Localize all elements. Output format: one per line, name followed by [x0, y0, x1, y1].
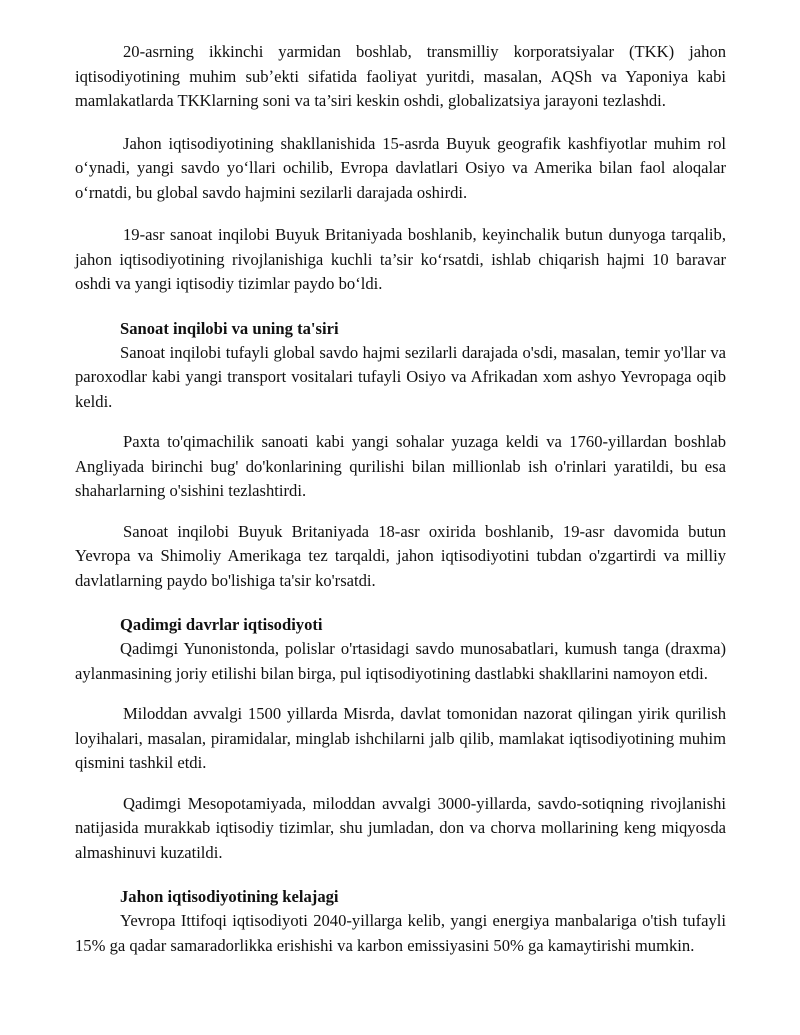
- intro-paragraph-1: 20-asrning ikkinchi yarmidan boshlab, transmilliy korporatsiyalar (TKK) jahon iqtisodiyotining muhim subʼekti sifatida faoliyat yuritdi, masalan, AQSh va Yaponiya kabi mamlakatlarda TKKlarning soni va ta’siri keskin oshdi, globalizatsiya jarayoni tezlashdi.: [75, 42, 726, 110]
- section-ancient-economy: [75, 613, 726, 865]
- section-paragraph: Paxta to'qimachilik sanoati kabi yangi sohalar yuzaga keldi va 1760-yillardan boshlab Angliyada birinchi bug' do'konlarining qurilishi bilan millionlab ish o'rinlari yaratildi, bu esa shaharlarning o'sishini tezlashtirdi.: [75, 432, 726, 500]
- section-paragraph: Qadimgi Mesopotamiyada, miloddan avvalgi 3000-yillarda, savdo-sotiqning rivojlanishi natijasida murakkab iqtisodiy tizimlar, shu jumladan, don va chorva mollarining keng miqyosda almashinuvi kuzatildi.: [75, 793, 726, 862]
- section-heading: Jahon iqtisodiyotining kelajagi: [120, 887, 339, 906]
- intro-paragraph-2: Jahon iqtisodiyotining shakllanishida 15-asrda Buyuk geografik kashfiyotlar muhim rol o‘ynadi, yangi savdo yo‘llari ochilib, Evropa davlatlari Osiyo va Amerika bilan faol aloqalar o‘rnatdi, bu global savdo hajmini sezilarli darajada oshirdi.: [75, 133, 726, 202]
- section-paragraph: Yevropa Ittifoqi iqtisodiyoti 2040-yillarga kelib, yangi energiya manbalariga o'tish tufayli 15% ga qadar samaradorlikka erishishi va karbon emissiyasini 50% ga kamaytirishi mumkin.: [75, 911, 726, 955]
- section-paragraph: Qadimgi Yunonistonda, polislar o'rtasidagi savdo munosabatlari, kumush tanga (draxma) aylanmasining joriy etilishi bilan birga, pul iqtisodiyotining dastlabki shakllarini namoyon etdi.: [75, 639, 726, 683]
- section-paragraph: Miloddan avvalgi 1500 yillarda Misrda, davlat tomonidan nazorat qilingan yirik qurilish loyihalari, masalan, piramidalar, minglab ishchilarni jalb qilib, mamlakat iqtisodiyotining muhim qismini tashkil etdi.: [75, 704, 726, 772]
- section-paragraph: Sanoat inqilobi tufayli global savdo hajmi sezilarli darajada o'sdi, masalan, temir yo'llar va paroxodlar kabi yangi transport vositalari tufayli Osiyo va Afrikadan xom ashyo Yevropaga oqib keldi.: [75, 342, 726, 411]
- document-page: [75, 40, 726, 958]
- section-heading: Qadimgi davrlar iqtisodiyoti: [120, 615, 323, 634]
- section-industrial-revolution: [75, 317, 726, 594]
- intro-paragraph-3: 19-asr sanoat inqilobi Buyuk Britaniyada boshlanib, keyinchalik butun dunyoga tarqalib, jahon iqtisodiyotining rivojlanishiga kuchli ta’sir ko‘rsatdi, ishlab chiqarish hajmi 10 baravar oshdi va yangi iqtisodiy tizimlar paydo bo‘ldi.: [75, 225, 726, 293]
- section-paragraph: Sanoat inqilobi Buyuk Britaniyada 18-asr oxirida boshlanib, 19-asr davomida butun Yevropa va Shimoliy Amerikaga tez tarqaldi, jahon iqtisodiyotini tubdan o'zgartirdi va milliy davlatlarning paydo bo'lishiga ta'sir ko'rsatdi.: [75, 521, 726, 590]
- section-heading: Sanoat inqilobi va uning ta'siri: [120, 318, 339, 338]
- section-future-economy: [75, 885, 726, 958]
